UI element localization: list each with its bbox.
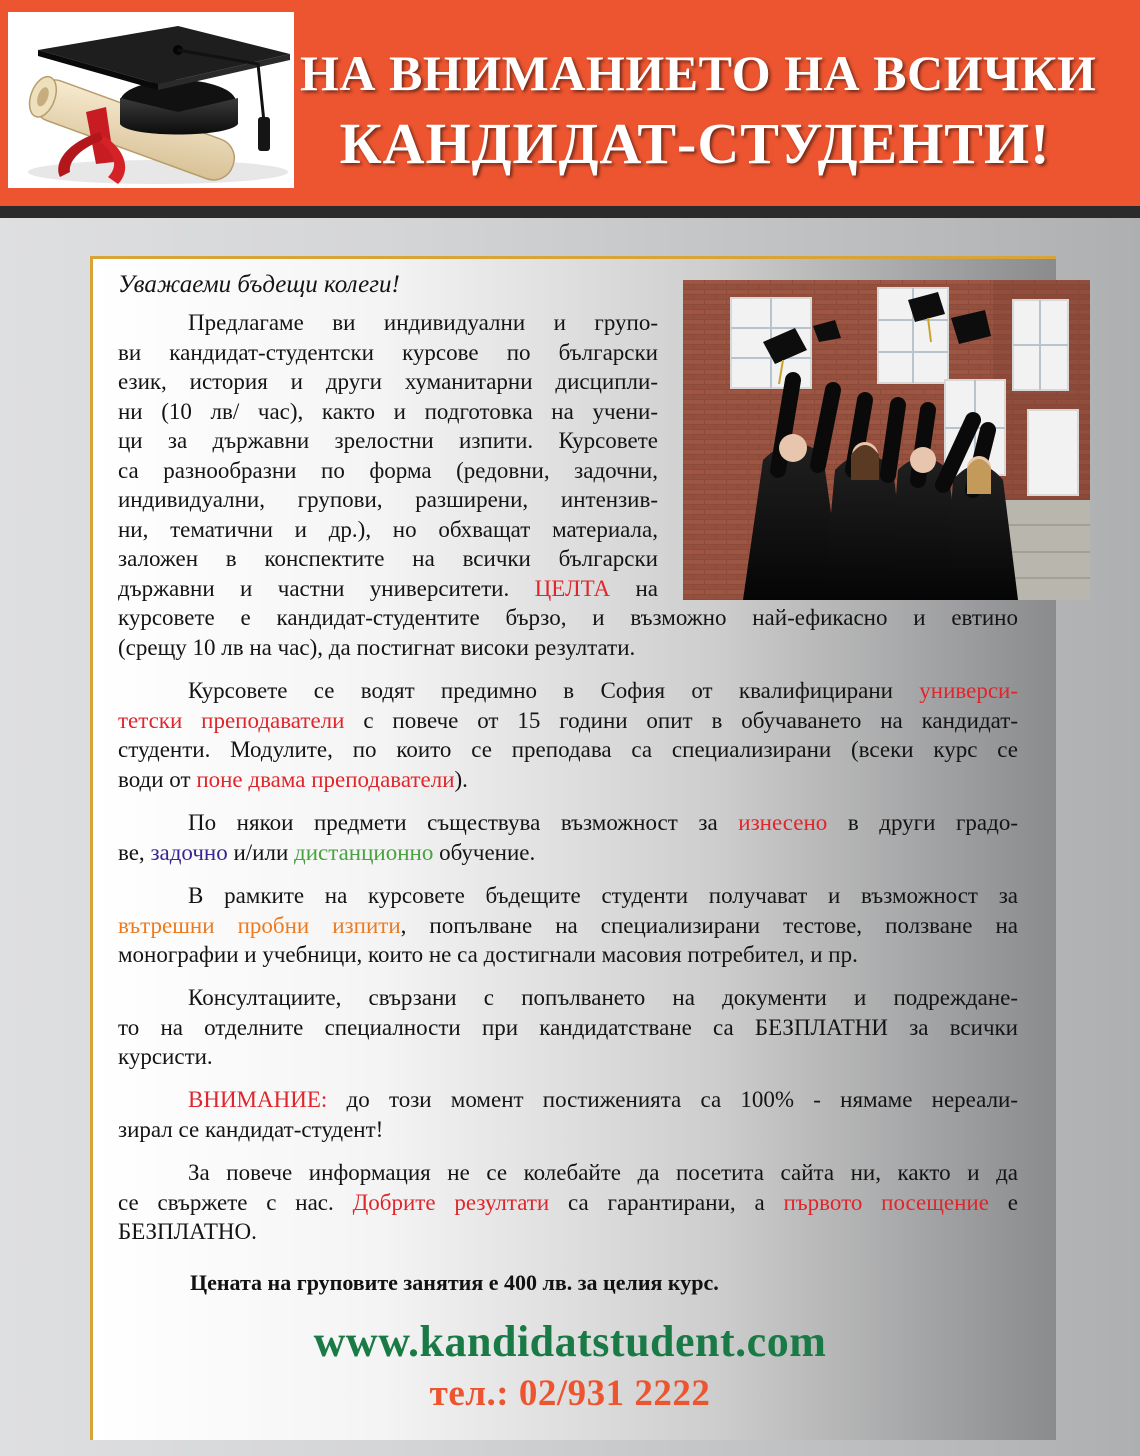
paragraph-1-line-9: заложен в конспектите на всички български: [118, 546, 658, 571]
website-link[interactable]: www.kandidatstudent.com: [313, 1317, 827, 1366]
graduation-cap-diploma-icon: [8, 12, 294, 188]
paragraph-6-line-2: зирал се кандидат-студент!: [118, 1117, 384, 1142]
paragraph-4-line-3: монографии и учебници, които не са достигнали масовия потребител, и пр.: [118, 942, 858, 967]
text-segment: с повече от 15 години опит в обучаването на кандидат-: [363, 708, 1018, 733]
highlight-part-time: задочно: [150, 840, 228, 865]
paragraph-2-line-1: [188, 676, 1018, 706]
highlight-distance: дистанционно: [294, 840, 434, 865]
paragraph-6-line-1: [188, 1085, 1018, 1115]
text-segment: на: [635, 576, 659, 601]
paragraph-1-line-4: ни (10 лв/ час), както и подготовка на учени-: [118, 399, 658, 424]
paragraph-1-line-1: Предлагаме ви индивидуални и групо-: [188, 310, 658, 335]
paragraph-2-line-3: студенти. Модулите, по които се преподава са специализирани (всеки курс се: [118, 737, 1018, 762]
price-line: Цената на груповите занятия е 400 лв. за целия курс.: [190, 1270, 719, 1295]
highlight-university: универси-: [919, 678, 1019, 703]
paragraph-1-line-6: са разнообразни по форма (редовни, задочни,: [118, 458, 658, 483]
text-segment: обучение.: [439, 840, 536, 865]
paragraph-5-line-2: то на отделните специалности при кандидатстване са БЕЗПЛАТНИ за всички: [118, 1015, 1018, 1040]
paragraph-2-line-4: [118, 765, 1018, 795]
highlight-lecturers: тетски преподаватели: [118, 708, 345, 733]
paragraph-3-line-2: [118, 838, 1018, 868]
header-banner: [0, 0, 1140, 206]
text-segment: е: [1007, 1190, 1018, 1215]
text-segment: ).: [454, 767, 468, 792]
paragraph-4-line-2: [118, 911, 1018, 941]
paragraph-5-line-1: Консултациите, свързани с попълването на документи и подреждане-: [188, 985, 1018, 1010]
paragraph-1-line-11: курсовете е кандидат-студентите бързо, и възможно най-ефикасно и евтино: [118, 605, 1018, 630]
highlight-first-visit: първото посещение: [783, 1190, 989, 1215]
text-segment: държавни и частни университети.: [118, 576, 510, 601]
paragraph-1-line-5: ци за държавни зрелостни изпити. Курсовете: [118, 428, 658, 453]
highlight-good-results: Добрите резултати: [352, 1190, 550, 1215]
graduates-throwing-caps-photo: [683, 280, 1090, 600]
text-segment: до този момент постиженията са 100% - нямаме нереали-: [346, 1087, 1019, 1112]
highlight-two-lecturers: поне двама преподаватели: [196, 767, 455, 792]
highlight-mock-exams: вътрешни пробни изпити: [118, 913, 401, 938]
text-segment: ве,: [118, 840, 145, 865]
paragraph-1-line-2: ви кандидат-студентски курсове по български: [118, 340, 658, 365]
paragraph-5-line-3: курсисти.: [118, 1044, 213, 1069]
paragraph-1-line-8: ни, тематични и др.), но обхващат материала,: [118, 517, 658, 542]
paragraph-7-line-3: БЕЗПЛАТНО.: [118, 1219, 257, 1244]
paragraph-1-line-7: индивидуални, групови, разширени, интензив-: [118, 487, 658, 512]
text-segment: се свържете с нас.: [118, 1190, 334, 1215]
text-segment: По някои предмети съществува възможност за: [188, 810, 718, 835]
text-segment: , попълване на специализирани тестове, ползване на: [400, 913, 1018, 938]
paragraph-7-line-1: За повече информация не се колебайте да посетита сайта ни, както и да: [188, 1160, 1018, 1185]
greeting: Уважаеми бъдещи колеги!: [118, 271, 400, 298]
paragraph-1-line-12: (срещу 10 лв на час), да постигнат високи резултати.: [118, 635, 636, 660]
text-segment: води от: [118, 767, 191, 792]
text-segment: в други градо-: [847, 810, 1019, 835]
highlight-offsite: изнесено: [738, 810, 828, 835]
paragraph-7-line-2: [118, 1188, 1018, 1218]
phone-number[interactable]: тел.: 02/931 2222: [429, 1373, 711, 1414]
text-segment: и/или: [233, 840, 289, 865]
header-title-line-1: НА ВНИМАНИЕТО НА ВСИЧКИ: [300, 45, 1097, 101]
paragraph-2-line-2: [118, 706, 1018, 736]
paragraph-1-line-3: език, история и други хуманитарни дисципли-: [118, 369, 658, 394]
highlight-attention: ВНИМАНИЕ:: [188, 1087, 328, 1112]
paragraph-1-line-10: [118, 574, 658, 604]
paragraph-4-line-1: В рамките на курсовете бъдещите студенти получават и възможност за: [188, 883, 1018, 908]
text-segment: Курсовете се водят предимно в София от квалифицирани: [188, 678, 893, 703]
header-title-line-2: КАНДИДАТ-СТУДЕНТИ!: [339, 111, 1051, 176]
text-segment: са гарантирани, а: [568, 1190, 765, 1215]
header-divider: [0, 206, 1140, 218]
highlight-goal: ЦЕЛТА: [534, 576, 611, 601]
paragraph-3-line-1: [188, 808, 1018, 838]
